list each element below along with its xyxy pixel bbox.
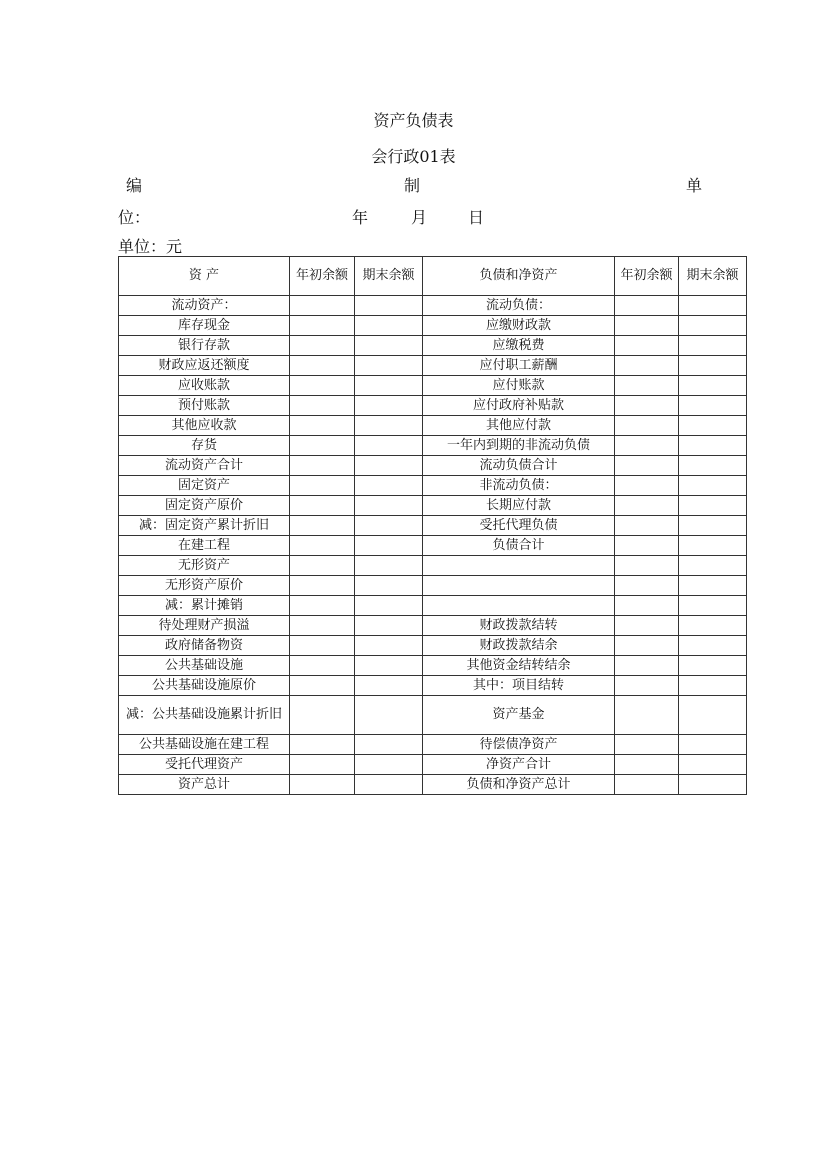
asset-item: 减：累计摊销 [119, 596, 290, 616]
asset-item: 固定资产 [119, 476, 290, 496]
liability-begin-balance-cell [615, 616, 679, 636]
asset-item: 无形资产 [119, 556, 290, 576]
table-row [119, 696, 747, 735]
liability-item [423, 576, 615, 596]
liability-end-balance-cell [679, 456, 747, 476]
asset-item: 公共基础设施在建工程 [119, 735, 290, 755]
asset-end-balance-cell [355, 516, 423, 536]
liability-item: 资产基金 [423, 696, 615, 735]
liability-begin-balance-cell [615, 416, 679, 436]
asset-end-balance-cell [355, 376, 423, 396]
asset-item: 在建工程 [119, 536, 290, 556]
asset-begin-balance-cell [290, 636, 355, 656]
liability-item: 应付职工薪酬 [423, 356, 615, 376]
liability-end-balance-cell [679, 416, 747, 436]
asset-end-balance-cell [355, 676, 423, 696]
liability-end-balance-cell [679, 436, 747, 456]
preparer-label-part4: 位： [118, 208, 151, 227]
liability-begin-balance-cell [615, 696, 679, 735]
liability-item [423, 556, 615, 576]
asset-end-balance-cell [355, 316, 423, 336]
asset-item: 受托代理资产 [119, 755, 290, 775]
liability-item: 受托代理负债 [423, 516, 615, 536]
asset-begin-balance-cell [290, 456, 355, 476]
table-row [119, 536, 747, 556]
liability-begin-balance-cell [615, 356, 679, 376]
asset-end-balance-cell [355, 636, 423, 656]
table-row [119, 296, 747, 316]
asset-end-balance-cell [355, 396, 423, 416]
liability-end-balance-cell [679, 696, 747, 735]
liability-end-balance-cell [679, 676, 747, 696]
table-row [119, 755, 747, 775]
table-row [119, 676, 747, 696]
asset-end-balance-cell [355, 696, 423, 735]
month-label: 月 [411, 208, 428, 227]
asset-begin-balance-cell [290, 656, 355, 676]
liability-item: 应付账款 [423, 376, 615, 396]
liability-begin-balance-cell [615, 636, 679, 656]
liability-end-balance-cell [679, 576, 747, 596]
table-row [119, 596, 747, 616]
asset-begin-balance-cell [290, 396, 355, 416]
table-header-row [119, 257, 747, 296]
asset-item: 减：固定资产累计折旧 [119, 516, 290, 536]
table-row [119, 436, 747, 456]
asset-item: 公共基础设施原价 [119, 676, 290, 696]
liability-end-balance-cell [679, 316, 747, 336]
asset-end-balance-cell [355, 755, 423, 775]
asset-end-balance-cell [355, 616, 423, 636]
liability-begin-balance-cell [615, 596, 679, 616]
table-row [119, 556, 747, 576]
liability-end-balance-cell [679, 636, 747, 656]
asset-begin-balance-cell [290, 316, 355, 336]
table-row [119, 476, 747, 496]
table-row [119, 376, 747, 396]
asset-end-balance-cell [355, 356, 423, 376]
asset-end-balance-cell [355, 476, 423, 496]
asset-end-balance-cell [355, 296, 423, 316]
liability-end-balance-cell [679, 735, 747, 755]
balance-sheet-table [118, 256, 747, 795]
liability-begin-balance-cell [615, 576, 679, 596]
asset-end-balance-cell [355, 496, 423, 516]
preparer-label-part2: 制 [404, 176, 421, 195]
liability-begin-balance-cell [615, 735, 679, 755]
table-row [119, 576, 747, 596]
asset-item: 资产总计 [119, 775, 290, 795]
table-row [119, 496, 747, 516]
header-assets-begin-balance: 年初余额 [290, 257, 355, 296]
liability-item: 一年内到期的非流动负债 [423, 436, 615, 456]
asset-item: 减：公共基础设施累计折旧 [119, 696, 290, 735]
table-row [119, 316, 747, 336]
liability-item: 流动负债合计 [423, 456, 615, 476]
table-row [119, 356, 747, 376]
asset-end-balance-cell [355, 336, 423, 356]
liability-item: 负债和净资产总计 [423, 775, 615, 795]
asset-end-balance-cell [355, 775, 423, 795]
asset-begin-balance-cell [290, 576, 355, 596]
header-assets-end-balance: 期末余额 [355, 257, 423, 296]
liability-end-balance-cell [679, 755, 747, 775]
asset-begin-balance-cell [290, 516, 355, 536]
preparer-label-part3: 单 [686, 176, 703, 195]
liability-item: 其他资金结转结余 [423, 656, 615, 676]
liability-end-balance-cell [679, 656, 747, 676]
asset-end-balance-cell [355, 456, 423, 476]
asset-end-balance-cell [355, 536, 423, 556]
asset-end-balance-cell [355, 556, 423, 576]
liability-item: 长期应付款 [423, 496, 615, 516]
table-row [119, 616, 747, 636]
liability-end-balance-cell [679, 775, 747, 795]
asset-end-balance-cell [355, 436, 423, 456]
asset-item: 银行存款 [119, 336, 290, 356]
liability-begin-balance-cell [615, 556, 679, 576]
liability-begin-balance-cell [615, 296, 679, 316]
liability-end-balance-cell [679, 296, 747, 316]
asset-begin-balance-cell [290, 376, 355, 396]
liability-begin-balance-cell [615, 436, 679, 456]
asset-item: 流动资产合计 [119, 456, 290, 476]
header-liabilities: 负债和净资产 [423, 257, 615, 296]
asset-begin-balance-cell [290, 416, 355, 436]
asset-begin-balance-cell [290, 436, 355, 456]
asset-begin-balance-cell [290, 556, 355, 576]
asset-begin-balance-cell [290, 356, 355, 376]
header-liabilities-begin-balance: 年初余额 [615, 257, 679, 296]
liability-item: 待偿债净资产 [423, 735, 615, 755]
table-row [119, 396, 747, 416]
liability-begin-balance-cell [615, 316, 679, 336]
liability-item: 财政拨款结转 [423, 616, 615, 636]
asset-begin-balance-cell [290, 735, 355, 755]
asset-begin-balance-cell [290, 616, 355, 636]
asset-item: 其他应收款 [119, 416, 290, 436]
liability-end-balance-cell [679, 496, 747, 516]
liability-begin-balance-cell [615, 775, 679, 795]
asset-item: 流动资产： [119, 296, 290, 316]
asset-begin-balance-cell [290, 696, 355, 735]
liability-item [423, 596, 615, 616]
liability-item: 应缴税费 [423, 336, 615, 356]
currency-unit: 单位：元 [118, 237, 183, 256]
asset-begin-balance-cell [290, 496, 355, 516]
header-liabilities-end-balance: 期末余额 [679, 257, 747, 296]
liability-end-balance-cell [679, 476, 747, 496]
liability-begin-balance-cell [615, 516, 679, 536]
asset-begin-balance-cell [290, 336, 355, 356]
asset-begin-balance-cell [290, 596, 355, 616]
liability-end-balance-cell [679, 556, 747, 576]
header-assets: 资 产 [119, 257, 290, 296]
liability-item: 流动负债： [423, 296, 615, 316]
liability-item: 应付政府补贴款 [423, 396, 615, 416]
liability-end-balance-cell [679, 336, 747, 356]
asset-item: 公共基础设施 [119, 656, 290, 676]
liability-end-balance-cell [679, 536, 747, 556]
liability-item: 非流动负债： [423, 476, 615, 496]
liability-end-balance-cell [679, 596, 747, 616]
asset-item: 政府储备物资 [119, 636, 290, 656]
table-row [119, 456, 747, 476]
table-row [119, 336, 747, 356]
liability-item: 其他应付款 [423, 416, 615, 436]
liability-begin-balance-cell [615, 536, 679, 556]
asset-item: 应收账款 [119, 376, 290, 396]
asset-begin-balance-cell [290, 775, 355, 795]
liability-item: 财政拨款结余 [423, 636, 615, 656]
liability-end-balance-cell [679, 396, 747, 416]
table-row [119, 416, 747, 436]
asset-end-balance-cell [355, 596, 423, 616]
liability-begin-balance-cell [615, 336, 679, 356]
asset-begin-balance-cell [290, 755, 355, 775]
asset-end-balance-cell [355, 576, 423, 596]
form-code: 会行政01表 [371, 147, 456, 166]
liability-end-balance-cell [679, 376, 747, 396]
liability-begin-balance-cell [615, 476, 679, 496]
liability-item: 负债合计 [423, 536, 615, 556]
asset-item: 固定资产原价 [119, 496, 290, 516]
asset-item: 财政应返还额度 [119, 356, 290, 376]
liability-begin-balance-cell [615, 456, 679, 476]
preparer-label-part1: 编 [126, 176, 143, 195]
table-row [119, 636, 747, 656]
liability-begin-balance-cell [615, 376, 679, 396]
liability-begin-balance-cell [615, 755, 679, 775]
liability-item: 其中：项目结转 [423, 676, 615, 696]
liability-end-balance-cell [679, 616, 747, 636]
asset-end-balance-cell [355, 735, 423, 755]
asset-begin-balance-cell [290, 536, 355, 556]
asset-item: 库存现金 [119, 316, 290, 336]
liability-item: 应缴财政款 [423, 316, 615, 336]
liability-begin-balance-cell [615, 396, 679, 416]
table-row [119, 516, 747, 536]
asset-begin-balance-cell [290, 296, 355, 316]
document-title: 资产负债表 [373, 111, 454, 130]
day-label: 日 [468, 208, 485, 227]
asset-end-balance-cell [355, 416, 423, 436]
table-row [119, 656, 747, 676]
asset-end-balance-cell [355, 656, 423, 676]
table-row [119, 775, 747, 795]
liability-begin-balance-cell [615, 676, 679, 696]
asset-begin-balance-cell [290, 676, 355, 696]
asset-begin-balance-cell [290, 476, 355, 496]
table-row [119, 735, 747, 755]
liability-end-balance-cell [679, 356, 747, 376]
liability-end-balance-cell [679, 516, 747, 536]
asset-item: 存货 [119, 436, 290, 456]
liability-begin-balance-cell [615, 656, 679, 676]
asset-item: 预付账款 [119, 396, 290, 416]
asset-item: 待处理财产损溢 [119, 616, 290, 636]
liability-begin-balance-cell [615, 496, 679, 516]
asset-item: 无形资产原价 [119, 576, 290, 596]
year-label: 年 [352, 208, 369, 227]
liability-item: 净资产合计 [423, 755, 615, 775]
